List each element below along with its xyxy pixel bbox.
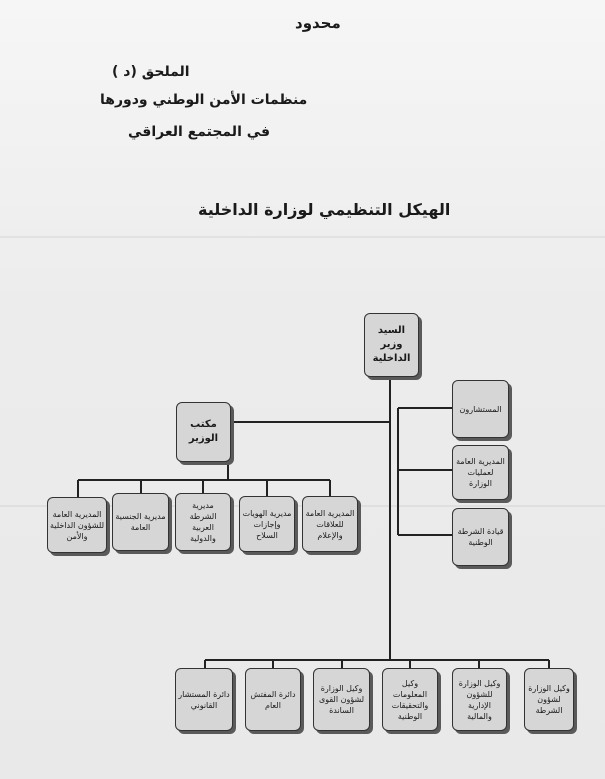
national-police-command-box: قيادة الشرطة الوطنية bbox=[452, 508, 509, 566]
advisors-box: المستشارون bbox=[452, 380, 509, 438]
deputy-box: وكيل المعلومات والتحقيقات الوطنية bbox=[382, 668, 438, 731]
subtitle-line-1: منظمات الأمن الوطني ودورها bbox=[100, 92, 308, 108]
directorate-box: مديرية الجنسية العامة bbox=[112, 493, 169, 551]
classification-label: محدود bbox=[295, 14, 341, 32]
deputy-box: وكيل الوزارة للشؤون الإدارية والمالية bbox=[452, 668, 507, 731]
directorate-box: المديرية العامة للعلاقات والإعلام bbox=[302, 496, 358, 552]
directorate-box: مديرية الهويات وإجازات السلاح bbox=[239, 496, 295, 552]
operations-directorate-box: المديرية العامة لعمليات الوزارة bbox=[452, 445, 509, 500]
deputy-box: وكيل الوزارة لشؤون الشرطة bbox=[524, 668, 574, 731]
minister-box: السيد وزير الداخلية bbox=[364, 313, 419, 377]
deputy-box: وكيل الوزارة لشؤون القوى الساندة bbox=[313, 668, 370, 731]
org-chart-title: الهيكل التنظيمي لوزارة الداخلية bbox=[198, 200, 451, 219]
annex-label: الملحق (د ) bbox=[112, 64, 190, 80]
directorate-box: مديرية الشرطة العربية والدولية bbox=[175, 493, 231, 551]
minister-office-box: مكتب الوزير bbox=[176, 402, 231, 462]
deputy-box: دائرة المستشار القانوني bbox=[175, 668, 233, 731]
directorate-box: المديرية العامة للشؤون الداخلية والأمن bbox=[47, 497, 107, 553]
subtitle-line-2: في المجتمع العراقي bbox=[128, 124, 271, 140]
deputy-box: دائرة المفتش العام bbox=[245, 668, 301, 731]
